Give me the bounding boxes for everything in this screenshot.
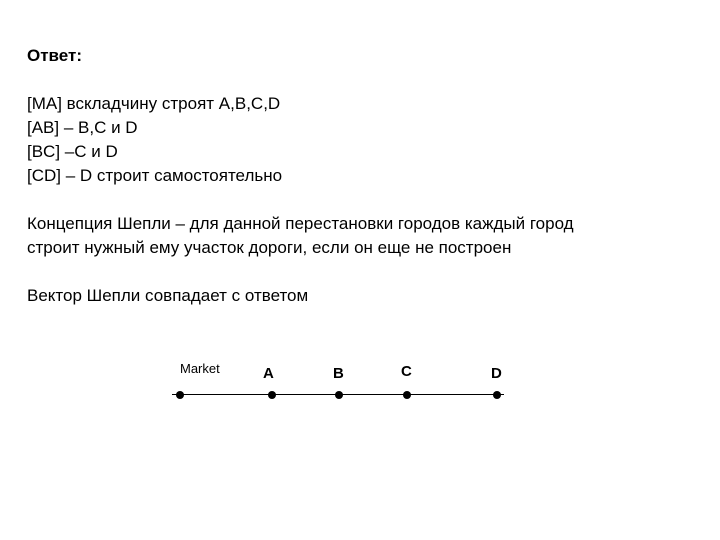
city-a-dot — [268, 391, 276, 399]
city-b-dot — [335, 391, 343, 399]
label-a: A — [263, 365, 274, 382]
spacer — [27, 260, 707, 284]
market-dot — [176, 391, 184, 399]
concept-line-2: строит нужный ему участок дороги, если он еще не построен — [27, 238, 512, 257]
label-d: D — [491, 365, 502, 382]
answer-line-bc: [BC] –C и D — [27, 142, 118, 161]
label-b: B — [333, 365, 344, 382]
answer-heading: Ответ: — [27, 46, 82, 65]
city-c-dot — [403, 391, 411, 399]
answer-text — [27, 44, 707, 308]
spacer — [27, 188, 707, 212]
conclusion-line: Вектор Шепли совпадает с ответом — [27, 286, 309, 305]
concept-line-1: Концепция Шепли – для данной перестановки городов каждый город — [27, 214, 574, 233]
label-c: C — [401, 363, 412, 380]
spacer — [27, 68, 707, 92]
city-d-dot — [493, 391, 501, 399]
answer-line-cd: [CD] – D строит самостоятельно — [27, 166, 283, 185]
label-market: Market — [180, 361, 220, 376]
answer-line-ab: [AB] – B,C и D — [27, 118, 138, 137]
answer-line-ma: [MA] вскладчину строят A,B,C,D — [27, 94, 281, 113]
